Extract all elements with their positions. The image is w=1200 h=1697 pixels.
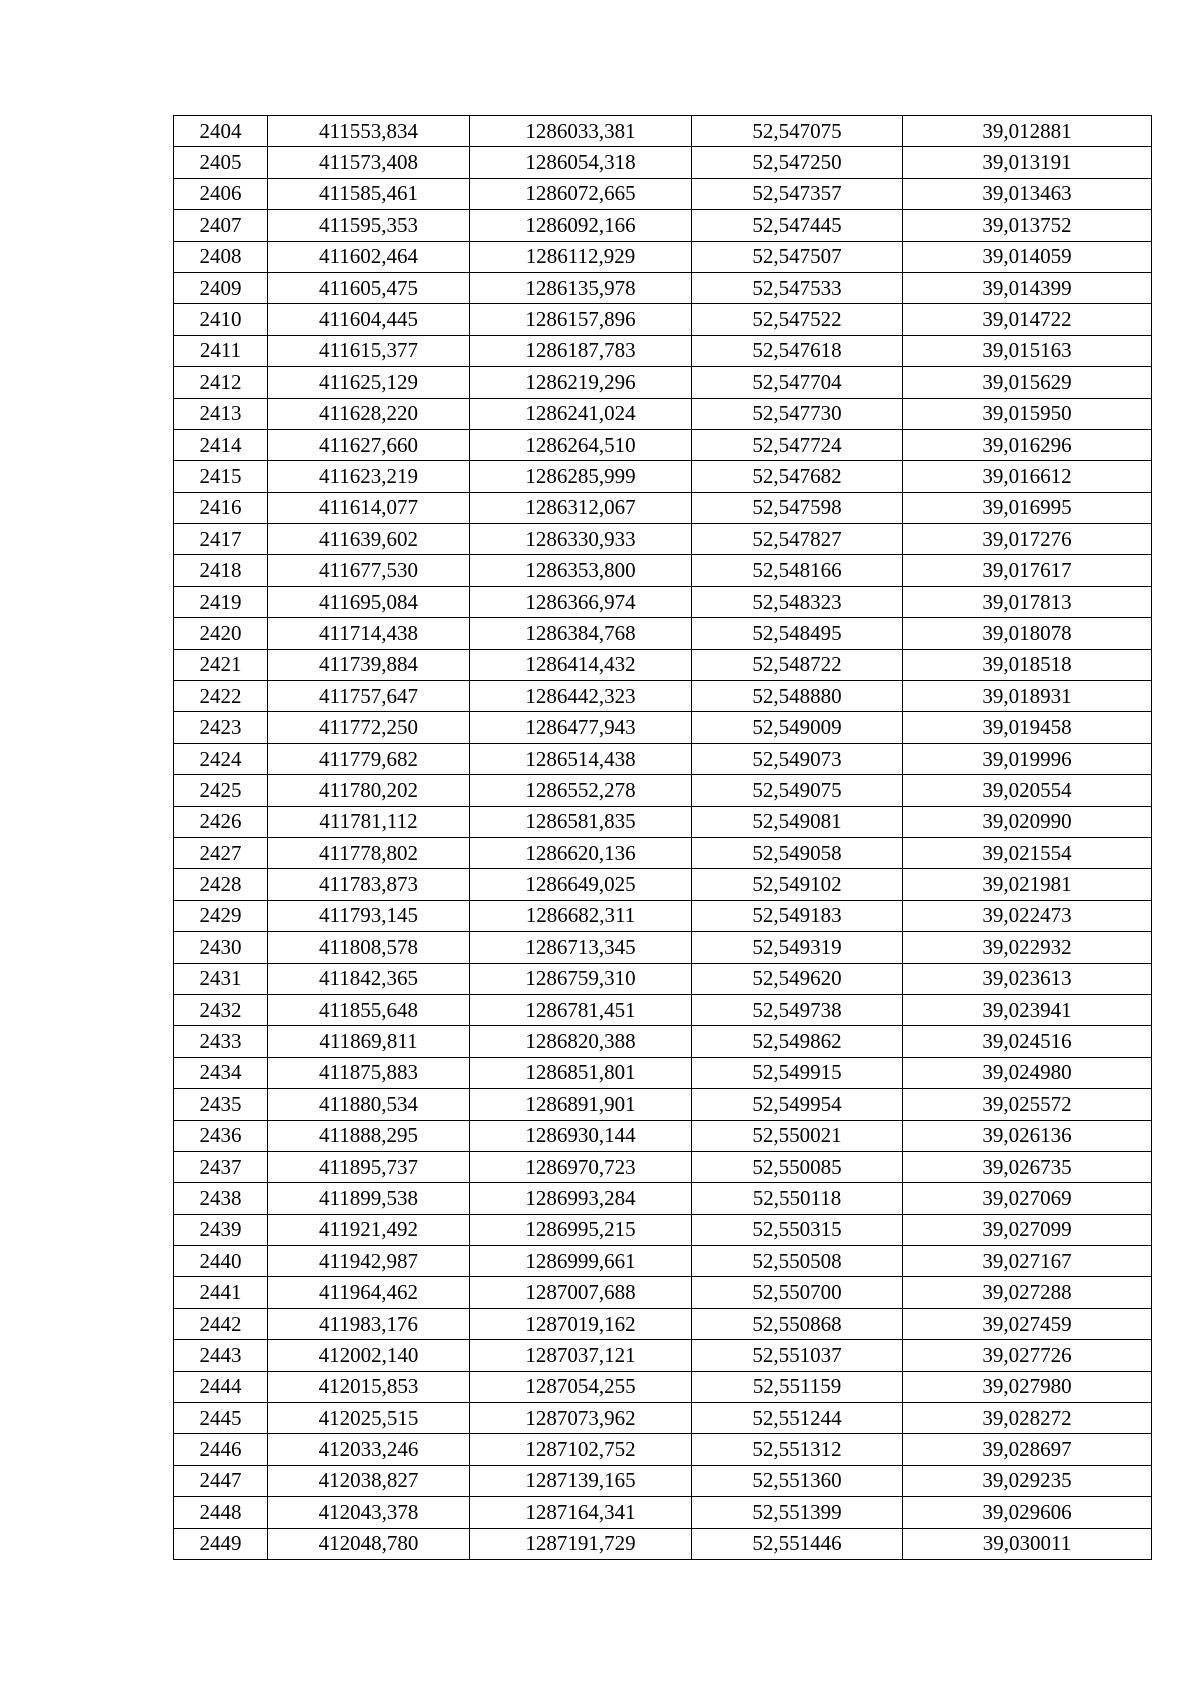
y-coordinate-cell: 1286264,510 xyxy=(470,429,692,460)
latitude-cell: 52,547075 xyxy=(692,116,903,147)
y-coordinate-cell: 1286552,278 xyxy=(470,775,692,806)
longitude-cell: 39,015950 xyxy=(903,398,1152,429)
x-coordinate-cell: 412038,827 xyxy=(268,1465,470,1496)
y-coordinate-cell: 1286477,943 xyxy=(470,712,692,743)
table-row xyxy=(174,712,1152,743)
latitude-cell: 52,550700 xyxy=(692,1277,903,1308)
y-coordinate-cell: 1286157,896 xyxy=(470,304,692,335)
point-number-cell: 2444 xyxy=(174,1371,268,1402)
y-coordinate-cell: 1286219,296 xyxy=(470,367,692,398)
y-coordinate-cell: 1287019,162 xyxy=(470,1308,692,1339)
point-number-cell: 2418 xyxy=(174,555,268,586)
table-row xyxy=(174,1497,1152,1528)
y-coordinate-cell: 1286312,067 xyxy=(470,492,692,523)
point-number-cell: 2429 xyxy=(174,900,268,931)
latitude-cell: 52,548166 xyxy=(692,555,903,586)
longitude-cell: 39,024980 xyxy=(903,1057,1152,1088)
point-number-cell: 2425 xyxy=(174,775,268,806)
table-row xyxy=(174,586,1152,617)
latitude-cell: 52,549058 xyxy=(692,837,903,868)
longitude-cell: 39,012881 xyxy=(903,116,1152,147)
latitude-cell: 52,547445 xyxy=(692,210,903,241)
latitude-cell: 52,547682 xyxy=(692,461,903,492)
y-coordinate-cell: 1287139,165 xyxy=(470,1465,692,1496)
x-coordinate-cell: 411605,475 xyxy=(268,272,470,303)
latitude-cell: 52,551312 xyxy=(692,1434,903,1465)
x-coordinate-cell: 411783,873 xyxy=(268,869,470,900)
x-coordinate-cell: 411780,202 xyxy=(268,775,470,806)
x-coordinate-cell: 411880,534 xyxy=(268,1089,470,1120)
y-coordinate-cell: 1286414,432 xyxy=(470,649,692,680)
longitude-cell: 39,020990 xyxy=(903,806,1152,837)
point-number-cell: 2433 xyxy=(174,1026,268,1057)
point-number-cell: 2447 xyxy=(174,1465,268,1496)
latitude-cell: 52,551446 xyxy=(692,1528,903,1559)
longitude-cell: 39,024516 xyxy=(903,1026,1152,1057)
x-coordinate-cell: 411623,219 xyxy=(268,461,470,492)
latitude-cell: 52,551159 xyxy=(692,1371,903,1402)
y-coordinate-cell: 1286995,215 xyxy=(470,1214,692,1245)
latitude-cell: 52,549620 xyxy=(692,963,903,994)
longitude-cell: 39,027167 xyxy=(903,1246,1152,1277)
point-number-cell: 2416 xyxy=(174,492,268,523)
point-number-cell: 2437 xyxy=(174,1151,268,1182)
table-row xyxy=(174,555,1152,586)
y-coordinate-cell: 1286970,723 xyxy=(470,1151,692,1182)
longitude-cell: 39,013752 xyxy=(903,210,1152,241)
longitude-cell: 39,028697 xyxy=(903,1434,1152,1465)
y-coordinate-cell: 1286514,438 xyxy=(470,743,692,774)
latitude-cell: 52,547598 xyxy=(692,492,903,523)
y-coordinate-cell: 1287073,962 xyxy=(470,1403,692,1434)
table-row xyxy=(174,775,1152,806)
latitude-cell: 52,550021 xyxy=(692,1120,903,1151)
table-row xyxy=(174,1528,1152,1559)
latitude-cell: 52,548722 xyxy=(692,649,903,680)
table-row xyxy=(174,1246,1152,1277)
longitude-cell: 39,029235 xyxy=(903,1465,1152,1496)
table-row xyxy=(174,147,1152,178)
point-number-cell: 2445 xyxy=(174,1403,268,1434)
latitude-cell: 52,547507 xyxy=(692,241,903,272)
table-row xyxy=(174,1057,1152,1088)
x-coordinate-cell: 411757,647 xyxy=(268,681,470,712)
longitude-cell: 39,016296 xyxy=(903,429,1152,460)
point-number-cell: 2421 xyxy=(174,649,268,680)
longitude-cell: 39,016995 xyxy=(903,492,1152,523)
point-number-cell: 2432 xyxy=(174,994,268,1025)
point-number-cell: 2448 xyxy=(174,1497,268,1528)
latitude-cell: 52,549319 xyxy=(692,932,903,963)
point-number-cell: 2422 xyxy=(174,681,268,712)
longitude-cell: 39,027288 xyxy=(903,1277,1152,1308)
longitude-cell: 39,014059 xyxy=(903,241,1152,272)
table-row xyxy=(174,1434,1152,1465)
point-number-cell: 2419 xyxy=(174,586,268,617)
point-number-cell: 2430 xyxy=(174,932,268,963)
table-row xyxy=(174,681,1152,712)
y-coordinate-cell: 1286092,166 xyxy=(470,210,692,241)
x-coordinate-cell: 411573,408 xyxy=(268,147,470,178)
longitude-cell: 39,027069 xyxy=(903,1183,1152,1214)
point-number-cell: 2405 xyxy=(174,147,268,178)
point-number-cell: 2412 xyxy=(174,367,268,398)
x-coordinate-cell: 411895,737 xyxy=(268,1151,470,1182)
x-coordinate-cell: 411615,377 xyxy=(268,335,470,366)
y-coordinate-cell: 1286781,451 xyxy=(470,994,692,1025)
x-coordinate-cell: 411875,883 xyxy=(268,1057,470,1088)
y-coordinate-cell: 1286366,974 xyxy=(470,586,692,617)
longitude-cell: 39,019458 xyxy=(903,712,1152,743)
latitude-cell: 52,547827 xyxy=(692,524,903,555)
longitude-cell: 39,027099 xyxy=(903,1214,1152,1245)
y-coordinate-cell: 1286759,310 xyxy=(470,963,692,994)
point-number-cell: 2435 xyxy=(174,1089,268,1120)
latitude-cell: 52,548323 xyxy=(692,586,903,617)
table-row xyxy=(174,994,1152,1025)
x-coordinate-cell: 411625,129 xyxy=(268,367,470,398)
table-row xyxy=(174,1340,1152,1371)
x-coordinate-cell: 412002,140 xyxy=(268,1340,470,1371)
table-row xyxy=(174,367,1152,398)
x-coordinate-cell: 411604,445 xyxy=(268,304,470,335)
latitude-cell: 52,549102 xyxy=(692,869,903,900)
x-coordinate-cell: 411855,648 xyxy=(268,994,470,1025)
longitude-cell: 39,018078 xyxy=(903,618,1152,649)
longitude-cell: 39,022932 xyxy=(903,932,1152,963)
longitude-cell: 39,018518 xyxy=(903,649,1152,680)
x-coordinate-cell: 411695,084 xyxy=(268,586,470,617)
x-coordinate-cell: 411627,660 xyxy=(268,429,470,460)
table-row xyxy=(174,304,1152,335)
y-coordinate-cell: 1286930,144 xyxy=(470,1120,692,1151)
point-number-cell: 2426 xyxy=(174,806,268,837)
table-row xyxy=(174,1183,1152,1214)
latitude-cell: 52,549073 xyxy=(692,743,903,774)
point-number-cell: 2417 xyxy=(174,524,268,555)
longitude-cell: 39,026735 xyxy=(903,1151,1152,1182)
table-row xyxy=(174,1277,1152,1308)
table-row xyxy=(174,649,1152,680)
longitude-cell: 39,026136 xyxy=(903,1120,1152,1151)
longitude-cell: 39,021981 xyxy=(903,869,1152,900)
x-coordinate-cell: 411888,295 xyxy=(268,1120,470,1151)
x-coordinate-cell: 411921,492 xyxy=(268,1214,470,1245)
x-coordinate-cell: 411808,578 xyxy=(268,932,470,963)
table-row xyxy=(174,116,1152,147)
latitude-cell: 52,549954 xyxy=(692,1089,903,1120)
longitude-cell: 39,027459 xyxy=(903,1308,1152,1339)
point-number-cell: 2443 xyxy=(174,1340,268,1371)
latitude-cell: 52,547533 xyxy=(692,272,903,303)
table-row xyxy=(174,837,1152,868)
y-coordinate-cell: 1286241,024 xyxy=(470,398,692,429)
latitude-cell: 52,548880 xyxy=(692,681,903,712)
y-coordinate-cell: 1287037,121 xyxy=(470,1340,692,1371)
latitude-cell: 52,549081 xyxy=(692,806,903,837)
table-row xyxy=(174,210,1152,241)
x-coordinate-cell: 411639,602 xyxy=(268,524,470,555)
longitude-cell: 39,014399 xyxy=(903,272,1152,303)
latitude-cell: 52,549075 xyxy=(692,775,903,806)
x-coordinate-cell: 411781,112 xyxy=(268,806,470,837)
latitude-cell: 52,549915 xyxy=(692,1057,903,1088)
x-coordinate-cell: 411602,464 xyxy=(268,241,470,272)
y-coordinate-cell: 1287102,752 xyxy=(470,1434,692,1465)
coordinates-table xyxy=(173,115,1152,1560)
longitude-cell: 39,016612 xyxy=(903,461,1152,492)
longitude-cell: 39,027726 xyxy=(903,1340,1152,1371)
table-row xyxy=(174,1308,1152,1339)
x-coordinate-cell: 411779,682 xyxy=(268,743,470,774)
table-row xyxy=(174,429,1152,460)
table-row xyxy=(174,1465,1152,1496)
y-coordinate-cell: 1286135,978 xyxy=(470,272,692,303)
table-row xyxy=(174,900,1152,931)
y-coordinate-cell: 1286713,345 xyxy=(470,932,692,963)
x-coordinate-cell: 412015,853 xyxy=(268,1371,470,1402)
x-coordinate-cell: 411899,538 xyxy=(268,1183,470,1214)
latitude-cell: 52,549183 xyxy=(692,900,903,931)
x-coordinate-cell: 411585,461 xyxy=(268,178,470,209)
longitude-cell: 39,030011 xyxy=(903,1528,1152,1559)
latitude-cell: 52,548495 xyxy=(692,618,903,649)
table-row xyxy=(174,932,1152,963)
longitude-cell: 39,020554 xyxy=(903,775,1152,806)
longitude-cell: 39,018931 xyxy=(903,681,1152,712)
y-coordinate-cell: 1286682,311 xyxy=(470,900,692,931)
point-number-cell: 2446 xyxy=(174,1434,268,1465)
latitude-cell: 52,551360 xyxy=(692,1465,903,1496)
table-row xyxy=(174,963,1152,994)
latitude-cell: 52,549862 xyxy=(692,1026,903,1057)
y-coordinate-cell: 1286820,388 xyxy=(470,1026,692,1057)
y-coordinate-cell: 1286851,801 xyxy=(470,1057,692,1088)
x-coordinate-cell: 411772,250 xyxy=(268,712,470,743)
longitude-cell: 39,022473 xyxy=(903,900,1152,931)
x-coordinate-cell: 411739,884 xyxy=(268,649,470,680)
latitude-cell: 52,547730 xyxy=(692,398,903,429)
longitude-cell: 39,014722 xyxy=(903,304,1152,335)
y-coordinate-cell: 1286330,933 xyxy=(470,524,692,555)
table-row xyxy=(174,492,1152,523)
x-coordinate-cell: 412025,515 xyxy=(268,1403,470,1434)
longitude-cell: 39,029606 xyxy=(903,1497,1152,1528)
point-number-cell: 2441 xyxy=(174,1277,268,1308)
latitude-cell: 52,549009 xyxy=(692,712,903,743)
point-number-cell: 2440 xyxy=(174,1246,268,1277)
table-row xyxy=(174,524,1152,555)
x-coordinate-cell: 411983,176 xyxy=(268,1308,470,1339)
x-coordinate-cell: 411677,530 xyxy=(268,555,470,586)
x-coordinate-cell: 411964,462 xyxy=(268,1277,470,1308)
latitude-cell: 52,550085 xyxy=(692,1151,903,1182)
table-row xyxy=(174,869,1152,900)
table-row xyxy=(174,1403,1152,1434)
y-coordinate-cell: 1286999,661 xyxy=(470,1246,692,1277)
x-coordinate-cell: 411614,077 xyxy=(268,492,470,523)
point-number-cell: 2442 xyxy=(174,1308,268,1339)
longitude-cell: 39,021554 xyxy=(903,837,1152,868)
point-number-cell: 2414 xyxy=(174,429,268,460)
point-number-cell: 2434 xyxy=(174,1057,268,1088)
point-number-cell: 2408 xyxy=(174,241,268,272)
point-number-cell: 2415 xyxy=(174,461,268,492)
y-coordinate-cell: 1286891,901 xyxy=(470,1089,692,1120)
table-row xyxy=(174,461,1152,492)
x-coordinate-cell: 411842,365 xyxy=(268,963,470,994)
longitude-cell: 39,027980 xyxy=(903,1371,1152,1402)
table-row xyxy=(174,178,1152,209)
point-number-cell: 2406 xyxy=(174,178,268,209)
table-row xyxy=(174,1371,1152,1402)
point-number-cell: 2424 xyxy=(174,743,268,774)
y-coordinate-cell: 1286033,381 xyxy=(470,116,692,147)
latitude-cell: 52,549738 xyxy=(692,994,903,1025)
x-coordinate-cell: 412043,378 xyxy=(268,1497,470,1528)
latitude-cell: 52,547704 xyxy=(692,367,903,398)
latitude-cell: 52,550508 xyxy=(692,1246,903,1277)
table-row xyxy=(174,806,1152,837)
longitude-cell: 39,017276 xyxy=(903,524,1152,555)
table-row xyxy=(174,1026,1152,1057)
y-coordinate-cell: 1286187,783 xyxy=(470,335,692,366)
latitude-cell: 52,547250 xyxy=(692,147,903,178)
table-row xyxy=(174,272,1152,303)
y-coordinate-cell: 1286581,835 xyxy=(470,806,692,837)
x-coordinate-cell: 412033,246 xyxy=(268,1434,470,1465)
table-row xyxy=(174,398,1152,429)
point-number-cell: 2428 xyxy=(174,869,268,900)
y-coordinate-cell: 1286285,999 xyxy=(470,461,692,492)
table-row xyxy=(174,241,1152,272)
latitude-cell: 52,551037 xyxy=(692,1340,903,1371)
y-coordinate-cell: 1287191,729 xyxy=(470,1528,692,1559)
longitude-cell: 39,015163 xyxy=(903,335,1152,366)
latitude-cell: 52,550868 xyxy=(692,1308,903,1339)
x-coordinate-cell: 411942,987 xyxy=(268,1246,470,1277)
y-coordinate-cell: 1286384,768 xyxy=(470,618,692,649)
point-number-cell: 2427 xyxy=(174,837,268,868)
y-coordinate-cell: 1286649,025 xyxy=(470,869,692,900)
longitude-cell: 39,028272 xyxy=(903,1403,1152,1434)
x-coordinate-cell: 412048,780 xyxy=(268,1528,470,1559)
table-row xyxy=(174,1151,1152,1182)
longitude-cell: 39,013463 xyxy=(903,178,1152,209)
y-coordinate-cell: 1287164,341 xyxy=(470,1497,692,1528)
longitude-cell: 39,017813 xyxy=(903,586,1152,617)
table-row xyxy=(174,1089,1152,1120)
y-coordinate-cell: 1287054,255 xyxy=(470,1371,692,1402)
y-coordinate-cell: 1286112,929 xyxy=(470,241,692,272)
point-number-cell: 2404 xyxy=(174,116,268,147)
latitude-cell: 52,551399 xyxy=(692,1497,903,1528)
coordinates-table-body xyxy=(174,116,1152,1560)
point-number-cell: 2410 xyxy=(174,304,268,335)
y-coordinate-cell: 1286072,665 xyxy=(470,178,692,209)
longitude-cell: 39,013191 xyxy=(903,147,1152,178)
point-number-cell: 2413 xyxy=(174,398,268,429)
table-row xyxy=(174,743,1152,774)
x-coordinate-cell: 411778,802 xyxy=(268,837,470,868)
point-number-cell: 2449 xyxy=(174,1528,268,1559)
x-coordinate-cell: 411553,834 xyxy=(268,116,470,147)
x-coordinate-cell: 411869,811 xyxy=(268,1026,470,1057)
latitude-cell: 52,547522 xyxy=(692,304,903,335)
longitude-cell: 39,023613 xyxy=(903,963,1152,994)
y-coordinate-cell: 1286993,284 xyxy=(470,1183,692,1214)
x-coordinate-cell: 411595,353 xyxy=(268,210,470,241)
latitude-cell: 52,551244 xyxy=(692,1403,903,1434)
latitude-cell: 52,550315 xyxy=(692,1214,903,1245)
table-row xyxy=(174,1120,1152,1151)
point-number-cell: 2436 xyxy=(174,1120,268,1151)
latitude-cell: 52,547724 xyxy=(692,429,903,460)
longitude-cell: 39,025572 xyxy=(903,1089,1152,1120)
x-coordinate-cell: 411628,220 xyxy=(268,398,470,429)
y-coordinate-cell: 1286442,323 xyxy=(470,681,692,712)
point-number-cell: 2407 xyxy=(174,210,268,241)
y-coordinate-cell: 1287007,688 xyxy=(470,1277,692,1308)
longitude-cell: 39,017617 xyxy=(903,555,1152,586)
longitude-cell: 39,019996 xyxy=(903,743,1152,774)
y-coordinate-cell: 1286353,800 xyxy=(470,555,692,586)
point-number-cell: 2420 xyxy=(174,618,268,649)
point-number-cell: 2411 xyxy=(174,335,268,366)
point-number-cell: 2409 xyxy=(174,272,268,303)
latitude-cell: 52,547618 xyxy=(692,335,903,366)
table-row xyxy=(174,1214,1152,1245)
latitude-cell: 52,550118 xyxy=(692,1183,903,1214)
table-row xyxy=(174,335,1152,366)
y-coordinate-cell: 1286054,318 xyxy=(470,147,692,178)
longitude-cell: 39,023941 xyxy=(903,994,1152,1025)
point-number-cell: 2431 xyxy=(174,963,268,994)
point-number-cell: 2423 xyxy=(174,712,268,743)
point-number-cell: 2438 xyxy=(174,1183,268,1214)
y-coordinate-cell: 1286620,136 xyxy=(470,837,692,868)
x-coordinate-cell: 411793,145 xyxy=(268,900,470,931)
x-coordinate-cell: 411714,438 xyxy=(268,618,470,649)
longitude-cell: 39,015629 xyxy=(903,367,1152,398)
point-number-cell: 2439 xyxy=(174,1214,268,1245)
table-row xyxy=(174,618,1152,649)
latitude-cell: 52,547357 xyxy=(692,178,903,209)
